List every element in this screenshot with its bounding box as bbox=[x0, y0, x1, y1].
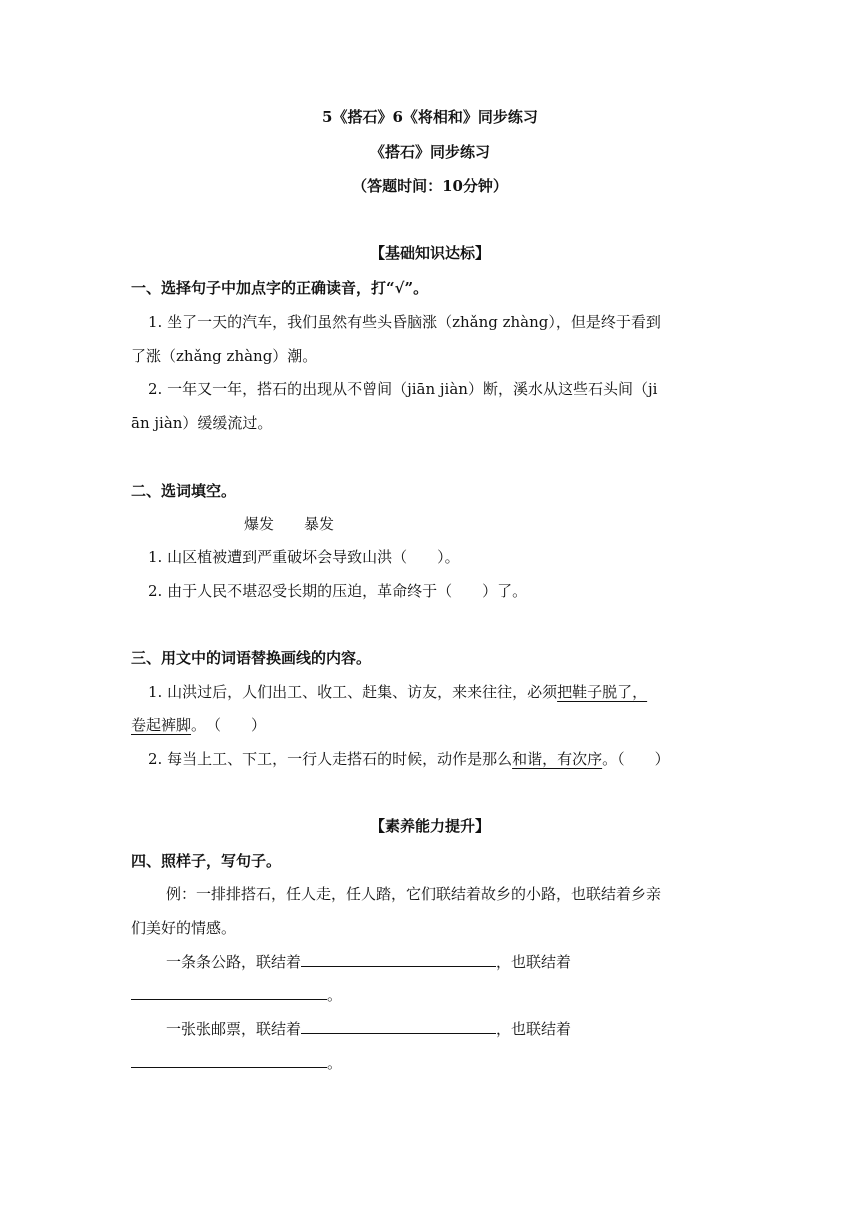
sentence-2-middle: ，也联结着 bbox=[496, 1020, 572, 1038]
underlined-phrase: 卷起裤脚 bbox=[131, 716, 192, 734]
question-1-title: 一、选择句子中加点字的正确读音，打“√”。 bbox=[131, 279, 429, 297]
question-4-sentence-2-line-1 bbox=[166, 1018, 571, 1039]
question-3-item-1-text: 1. 山洪过后，人们出工、收工、赶集、访友，来来往往，必须 bbox=[148, 683, 558, 701]
question-1-item-2-line-1: 2. 一年又一年，搭石的出现从不曾间（jiān jiàn）断，溪水从这些石头间（ji bbox=[148, 380, 658, 398]
sentence-1-middle: ，也联结着 bbox=[496, 953, 572, 971]
question-2-item-1: 1. 山区植被遭到严重破坏会导致山洪（ ）。 bbox=[148, 548, 460, 566]
question-1-item-2-line-2: ān jiàn）缓缓流过。 bbox=[131, 414, 273, 432]
question-4-sentence-1-line-1 bbox=[166, 951, 571, 972]
question-3-item-1-line-1 bbox=[148, 681, 647, 702]
document-subtitle: 《搭石》同步练习 bbox=[369, 143, 490, 161]
document-title: 5《搭石》6《将相和》同步练习 bbox=[322, 108, 538, 126]
answer-blank[interactable]: 。（ ） bbox=[602, 750, 670, 768]
question-3-title: 三、用文中的词语替换画线的内容。 bbox=[131, 649, 372, 667]
question-4-example-line-1: 例：一排排搭石，任人走，任人踏，它们联结着故乡的小路，也联结着乡亲 bbox=[166, 885, 662, 903]
question-4-sentence-1-line-2 bbox=[131, 984, 342, 1005]
question-2-options: 爆发 暴发 bbox=[244, 515, 335, 533]
section-heading-basic: 【基础知识达标】 bbox=[369, 244, 490, 262]
question-2-title: 二、选词填空。 bbox=[131, 482, 237, 500]
underlined-phrase: 把鞋子脱了， bbox=[557, 683, 648, 701]
underlined-phrase: 和谐，有次序 bbox=[512, 750, 603, 768]
time-note: （答题时间：10分钟） bbox=[352, 177, 508, 195]
sentence-2-end: 。 bbox=[327, 1054, 343, 1072]
question-1-item-1-line-1: 1. 坐了一天的汽车，我们虽然有些头昏脑涨（zhǎng zhàng），但是终于看到 bbox=[148, 313, 661, 331]
question-3-item-2-text: 2. 每当上工、下工，一行人走搭石的时候，动作是那么 bbox=[148, 750, 513, 768]
question-4-example-line-2: 们美好的情感。 bbox=[131, 919, 237, 937]
question-3-item-1-line-2 bbox=[131, 714, 266, 735]
question-4-sentence-2-line-2 bbox=[131, 1052, 342, 1073]
question-1-item-1-line-2: 了涨（zhǎng zhàng）潮。 bbox=[131, 347, 318, 365]
sentence-1-end: 。 bbox=[327, 986, 343, 1004]
sentence-2-prefix: 一张张邮票，联结着 bbox=[166, 1020, 302, 1038]
fill-blank[interactable] bbox=[301, 952, 496, 967]
fill-blank[interactable] bbox=[131, 1053, 327, 1068]
sentence-1-prefix: 一条条公路，联结着 bbox=[166, 953, 302, 971]
question-3-item-2 bbox=[148, 748, 670, 769]
fill-blank[interactable] bbox=[131, 985, 327, 1000]
fill-blank[interactable] bbox=[301, 1019, 496, 1034]
section-heading-ability: 【素养能力提升】 bbox=[369, 817, 490, 835]
question-4-title: 四、照样子，写句子。 bbox=[131, 852, 282, 870]
question-2-item-2: 2. 由于人民不堪忍受长期的压迫，革命终于（ ）了。 bbox=[148, 582, 528, 600]
answer-blank[interactable]: 。 （ ） bbox=[191, 716, 267, 734]
